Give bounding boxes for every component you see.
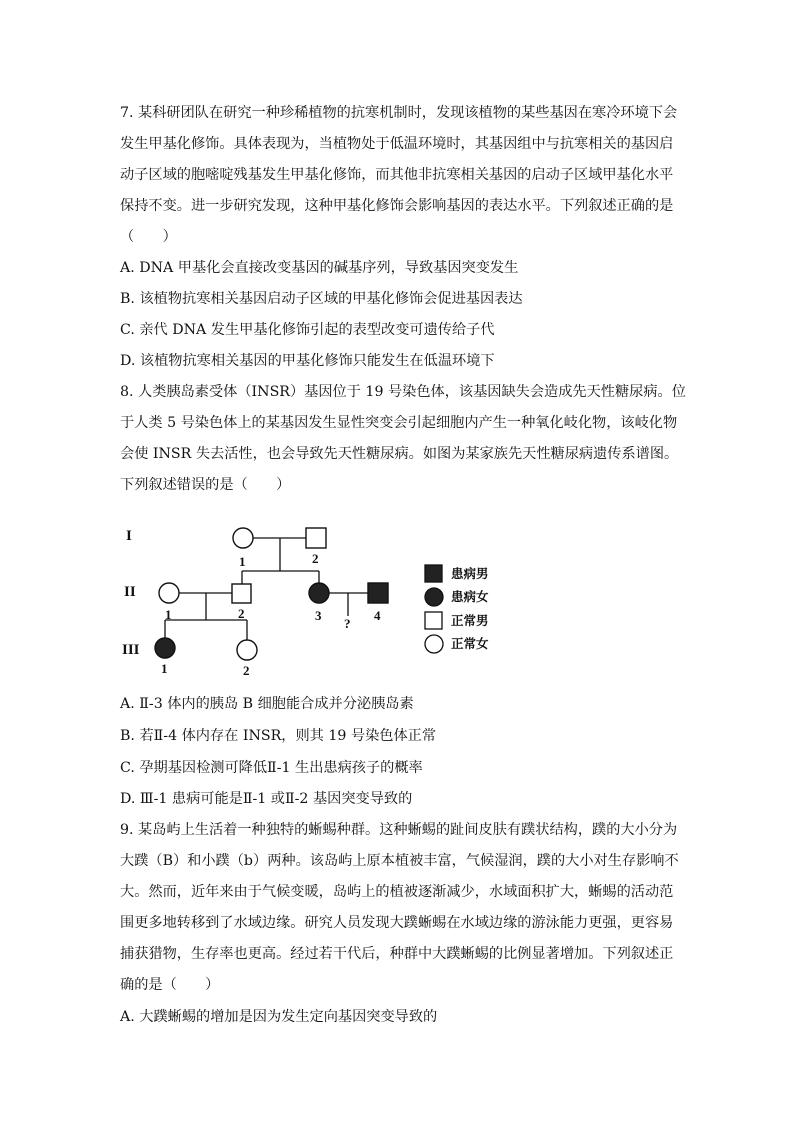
pedigree-diagram (0, 520, 794, 680)
q9-stem-line-6: 确的是（ ） (120, 977, 220, 993)
I-1-label: 1 (239, 554, 246, 569)
II-2-normal-male (232, 584, 251, 603)
q7-stem-line-5: （ ） (120, 229, 177, 245)
q9-stem-line-3: 大。然而，近年来由于气候变暖，岛屿上的植被逐渐减少，水域面积扩大，蜥蜴的活动范 (120, 884, 674, 900)
q9-stem-line-4: 围更多地转移到了水域边缘。研究人员发现大蹼蜥蜴在水域边缘的游泳能力更强，更容易 (120, 915, 674, 931)
I-2-label: 2 (312, 551, 319, 566)
q9-option-a: A. 大蹼蜥蜴的增加是因为发生定向基因突变导致的 (120, 1009, 438, 1025)
III-2-normal-female (237, 640, 257, 660)
I-1-normal-female (233, 528, 253, 548)
q9-stem-line-2: 大蹼（B）和小蹼（b）两种。该岛屿上原本植被丰富，气候湿润，蹼的大小对生存影响不 (120, 853, 679, 869)
legend-normal-female-symbol (425, 635, 443, 653)
q8-stem-line-4: 下列叙述错误的是（ ） (120, 477, 291, 493)
q7-stem-line-4: 保持不变。进一步研究发现，这种甲基化修饰会影响基因的表达水平。下列叙述正确的是 (120, 198, 674, 214)
q8-stem-line-1: 8. 人类胰岛素受体（INSR）基因位于 19 号染色体，该基因缺失会造成先天性糖尿病。位 (120, 384, 686, 400)
q8-stem-line-2: 于人类 5 号染色体上的某基因发生显性突变会引起细胞内产生一种氧化岐化物，该岐化物 (120, 415, 678, 431)
II-3-affected-female (309, 583, 329, 603)
pedigree-legend (425, 565, 489, 653)
III-1-affected-female (155, 638, 175, 658)
q7-stem-line-2: 发生甲基化修饰。具体表现为，当植物处于低温环境时，其基因组中与抗寒相关的基因启 (120, 136, 674, 152)
II-4-affected-male (368, 583, 388, 603)
q8-option-d: D. Ⅲ-1 患病可能是Ⅱ-1 或Ⅱ-2 基因突变导致的 (120, 791, 413, 807)
generation-label-3: III (122, 642, 140, 658)
q9-stem-line-1: 9. 某岛屿上生活着一种独特的蜥蜴种群。这种蜥蜴的趾间皮肤有蹼状结构，蹼的大小分为 (120, 822, 678, 838)
q7-option-d: D. 该植物抗寒相关基因的甲基化修饰只能发生在低温环境下 (120, 353, 495, 369)
legend-normal-male-symbol (425, 612, 442, 629)
II-2-label: 2 (238, 606, 245, 621)
III-1-label: 1 (161, 661, 168, 676)
II-1-label: 1 (165, 607, 172, 622)
q9-stem-line-5: 捕获猎物，生存率也更高。经过若干代后，种群中大蹼蜥蜴的比例显著增加。下列叙述正 (120, 946, 674, 962)
q8-stem-line-3: 会使 INSR 失去活性，也会导致先天性糖尿病。如图为某家族先天性糖尿病遗传系谱图。 (120, 446, 679, 462)
q8-option-c: C. 孕期基因检测可降低Ⅱ-1 生出患病孩子的概率 (120, 760, 423, 776)
q7-stem-line-1: 7. 某科研团队在研究一种珍稀植物的抗寒机制时，发现该植物的某些基因在寒冷环境下会 (120, 105, 678, 121)
legend-affected-female-symbol (425, 588, 443, 606)
II-1-normal-female (159, 583, 179, 603)
II-3-label: 3 (315, 608, 322, 623)
q8-option-a: A. Ⅱ-3 体内的胰岛 B 细胞能合成并分泌胰岛素 (120, 696, 414, 712)
legend-affected-male-symbol (425, 565, 442, 582)
q7-option-b: B. 该植物抗寒相关基因启动子区域的甲基化修饰会促进基因表达 (120, 291, 523, 307)
q7-option-c: C. 亲代 DNA 发生甲基化修饰引起的表型改变可遗传给子代 (120, 322, 495, 338)
legend-affected-male-label: 患病男 (451, 566, 489, 581)
II-4-label: 4 (374, 608, 381, 623)
q7-stem-line-3: 动子区域的胞嘧啶残基发生甲基化修饰，而其他非抗寒相关基因的启动子区域甲基化水平 (120, 167, 674, 183)
generation-label-1: I (126, 528, 132, 544)
legend-affected-female-label: 患病女 (451, 589, 489, 604)
q8-option-b: B. 若Ⅱ-4 体内存在 INSR，则其 19 号染色体正常 (120, 728, 437, 744)
legend-normal-male-label: 正常男 (451, 613, 489, 628)
I-2-normal-male (306, 528, 326, 548)
generation-label-2: II (124, 584, 136, 600)
legend-normal-female-label: 正常女 (451, 636, 489, 651)
III-2-label: 2 (243, 663, 250, 678)
q7-option-a: A. DNA 甲基化会直接改变基因的碱基序列，导致基因突变发生 (120, 260, 519, 276)
unknown-child-label: ? (344, 616, 351, 631)
